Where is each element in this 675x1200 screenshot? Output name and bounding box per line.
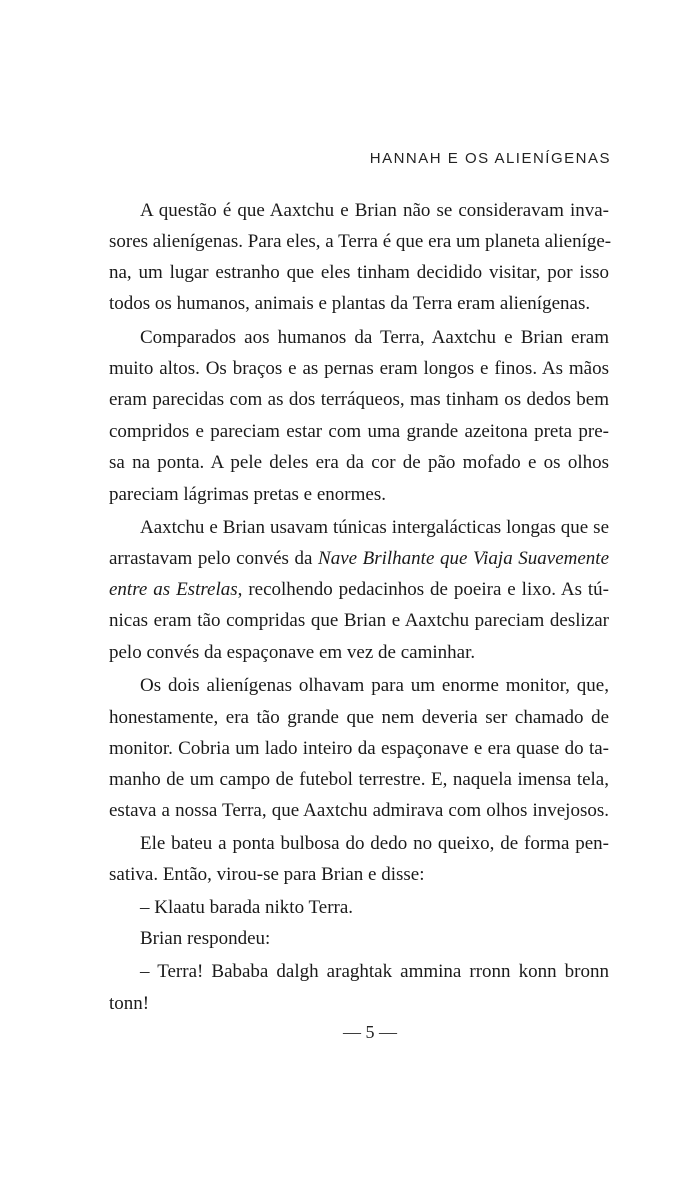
text-run: , recolhendo pedacinhos de poeira e lixo. As tú- [237, 579, 609, 600]
book-title-italic: Nave Brilhante que Viaja Suavemente [318, 548, 610, 569]
text-line: muito altos. Os braços e as pernas eram longos e finos. As mãos [109, 358, 609, 379]
text-line [109, 548, 609, 570]
book-title-italic: entre as Estrelas [109, 579, 238, 600]
text-line: pelo convés da espaçonave em vez de caminhar. [109, 642, 476, 663]
text-line: manho de um campo de futebol terrestre. E, naquela imensa tela, [109, 769, 609, 790]
text-line: sativa. Então, virou-se para Brian e disse: [109, 864, 425, 885]
text-line: nicas eram tão compridas que Brian e Aaxtchu pareciam deslizar [109, 610, 609, 631]
text-line: pareciam lágrimas pretas e enormes. [109, 484, 386, 505]
text-line: todos os humanos, animais e plantas da Terra eram alienígenas. [109, 293, 591, 314]
text-line: Brian respondeu: [140, 928, 271, 949]
dialogue-line: – Klaatu barada nikto Terra. [140, 897, 354, 918]
text-line: Aaxtchu e Brian usavam túnicas intergalácticas longas que se [140, 517, 609, 538]
text-line: Comparados aos humanos da Terra, Aaxtchu e Brian eram [140, 327, 609, 348]
text-line: sores alienígenas. Para eles, a Terra é que era um planeta alieníge- [109, 231, 612, 252]
page-number: — 5 — [343, 1022, 397, 1042]
text-line: Ele bateu a ponta bulbosa do dedo no queixo, de forma pen- [140, 833, 609, 854]
text-line: tonn! [109, 993, 150, 1014]
text-line: monitor. Cobria um lado inteiro da espaçonave e era quase do ta- [109, 738, 609, 759]
text-line: na, um lugar estranho que eles tinham decidido visitar, por isso [109, 262, 609, 283]
text-line: honestamente, era tão grande que nem deveria ser chamado de [109, 707, 609, 728]
dialogue-line: – Terra! Bababa dalgh araghtak ammina rronn konn bronn [140, 961, 609, 982]
text-line: A questão é que Aaxtchu e Brian não se consideravam inva- [140, 200, 609, 221]
running-head: HANNAH E OS ALIENÍGENAS [369, 150, 611, 167]
text-line: eram parecidas com as dos terráqueos, mas tinham os dedos bem [109, 389, 609, 410]
text-line: Os dois alienígenas olhavam para um enorme monitor, que, [140, 675, 609, 696]
text-line: compridos e pareciam estar com uma grande azeitona preta pre- [109, 421, 609, 442]
text-run: arrastavam pelo convés da [109, 548, 319, 569]
text-line [109, 579, 609, 601]
text-line: estava a nossa Terra, que Aaxtchu admirava com olhos invejosos. [109, 800, 609, 821]
text-line: sa na ponta. A pele deles era da cor de pão mofado e os olhos [109, 452, 609, 473]
